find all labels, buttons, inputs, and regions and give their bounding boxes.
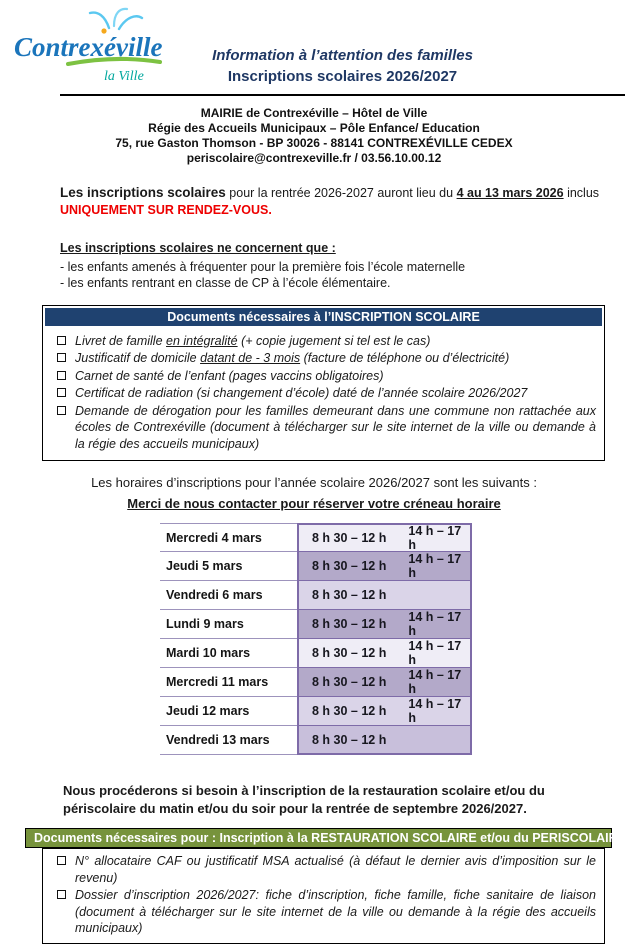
list-item-text: Certificat de radiation (si changement d’école) daté de l’année scolaire 2026/2027 xyxy=(75,386,528,400)
list-item-text: Justificatif de domicile datant de - 3 mois (facture de téléphone ou d’électricité) xyxy=(75,351,510,365)
table-row-day: Jeudi 5 mars xyxy=(160,552,297,581)
list-item xyxy=(55,350,596,367)
table-row-times: 8 h 30 – 12 h 14 h – 17 h xyxy=(297,668,472,697)
list-item xyxy=(55,853,596,886)
logo-wordmark: Contrexéville xyxy=(14,32,163,62)
table-row-day: Mardi 10 mars xyxy=(160,639,297,668)
schedule-intro-line2: Merci de nous contacter pour réserver votre créneau horaire xyxy=(127,496,501,511)
intro-lead: Les inscriptions scolaires xyxy=(60,185,226,200)
table-row-times: 8 h 30 – 12 h 14 h – 17 h xyxy=(297,552,472,581)
table-row-times: 8 h 30 – 12 h xyxy=(297,581,472,610)
contrexeville-logo xyxy=(8,4,178,88)
checkbox-icon xyxy=(57,336,66,345)
list-item-text: Dossier d’inscription 2026/2027: fiche d’inscription, fiche famille, fiche sanitaire de liaison (document à télécharger sur le site internet de la ville ou demande à la régie des accueils municipaux) xyxy=(75,888,596,935)
documents-restauration-box xyxy=(42,848,605,944)
list-item-text: Carnet de santé de l’enfant (pages vaccins obligatoires) xyxy=(75,368,384,383)
table-row-day: Mercredi 4 mars xyxy=(160,523,297,552)
list-item xyxy=(55,887,596,937)
table-row-day: Vendredi 13 mars xyxy=(160,726,297,755)
checkbox-icon xyxy=(57,353,66,362)
address-contact-line: periscolaire@contrexeville.fr / 03.56.10.00.12 xyxy=(186,151,442,165)
page-title: Information à l’attention des familles xyxy=(212,47,473,64)
intro-mid: pour la rentrée 2026-2027 auront lieu du xyxy=(225,186,457,200)
concern-section xyxy=(60,240,615,292)
documents-restauration-title-bar: Documents nécessaires pour : Inscription à la RESTAURATION SCOLAIRE et/ou du PERISCOLAIRE xyxy=(25,828,612,848)
schedule-intro xyxy=(0,474,628,512)
table-row-day: Mercredi 11 mars xyxy=(160,668,297,697)
list-item xyxy=(55,403,596,453)
checkbox-icon xyxy=(57,890,66,899)
intro-paragraph xyxy=(60,184,616,219)
list-item xyxy=(55,385,596,402)
documents-restauration-list xyxy=(43,850,604,943)
logo-graphic xyxy=(8,4,178,88)
checkbox-icon xyxy=(57,388,66,397)
appointment-warning: UNIQUEMENT SUR RENDEZ-VOUS. xyxy=(60,203,272,217)
table-row-times: 8 h 30 – 12 h 14 h – 17 h xyxy=(297,639,472,668)
documents-scolaire-list xyxy=(43,328,604,461)
schedule-intro-line1: Les horaires d’inscriptions pour l’année scolaire 2026/2027 sont les suivants : xyxy=(91,475,537,490)
concern-item: - les enfants rentrant en classe de CP à l’école élémentaire. xyxy=(60,276,391,290)
restauration-note: Nous procéderons si besoin à l’inscription de la restauration scolaire et/ou du périscolaire du matin et/ou du soir pour la rentrée de septembre 2026/2027. xyxy=(63,783,545,816)
checkbox-icon xyxy=(57,406,66,415)
table-row-day: Vendredi 6 mars xyxy=(160,581,297,610)
table-row-day: Lundi 9 mars xyxy=(160,610,297,639)
list-item xyxy=(55,368,596,385)
table-row-times: 8 h 30 – 12 h 14 h – 17 h xyxy=(297,610,472,639)
schedule-table xyxy=(160,523,628,755)
concern-heading: Les inscriptions scolaires ne concernent que : xyxy=(60,241,336,255)
list-item-text: Livret de famille en intégralité (+ copie jugement si tel est le cas) xyxy=(75,333,431,348)
logo-tagline: la Ville xyxy=(104,69,144,84)
table-row-times: 8 h 30 – 12 h 14 h – 17 h xyxy=(297,697,472,726)
table-row-times: 8 h 30 – 12 h xyxy=(297,726,472,755)
documents-scolaire-box xyxy=(42,305,605,462)
list-item-text: N° allocataire CAF ou justificatif MSA actualisé (à défaut le dernier avis d’imposition sur le revenu) xyxy=(75,854,596,885)
address-line-1: MAIRIE de Contrexéville – Hôtel de Ville xyxy=(200,106,428,120)
table-row-times: 8 h 30 – 12 h 14 h – 17 h xyxy=(297,523,472,552)
intro-dates: 4 au 13 mars 2026 xyxy=(456,186,564,200)
fountain-splash-icon xyxy=(90,9,142,29)
concern-item: - les enfants amenés à fréquenter pour la première fois l’école maternelle xyxy=(60,259,466,274)
address-line-2: Régie des Accueils Municipaux – Pôle Enfance/ Education xyxy=(148,121,480,135)
table-row-day: Jeudi 12 mars xyxy=(160,697,297,726)
address-block xyxy=(0,106,628,166)
intro-after: inclus xyxy=(563,186,600,200)
page-subtitle: Inscriptions scolaires 2026/2027 xyxy=(227,68,458,85)
address-line-3: 75, rue Gaston Thomson - BP 30026 - 88141 CONTREXÉVILLE CEDEX xyxy=(115,136,513,150)
checkbox-icon xyxy=(57,371,66,380)
checkbox-icon xyxy=(57,856,66,865)
documents-scolaire-title-bar: Documents nécessaires à l’INSCRIPTION SCOLAIRE xyxy=(45,308,602,326)
list-item xyxy=(55,333,596,350)
list-item-text: Demande de dérogation pour les familles demeurant dans une commune non rattachée aux écoles de Contrexéville (document à télécharger sur le site internet de la ville ou demande à la régie des accueils municipaux) xyxy=(75,403,596,451)
